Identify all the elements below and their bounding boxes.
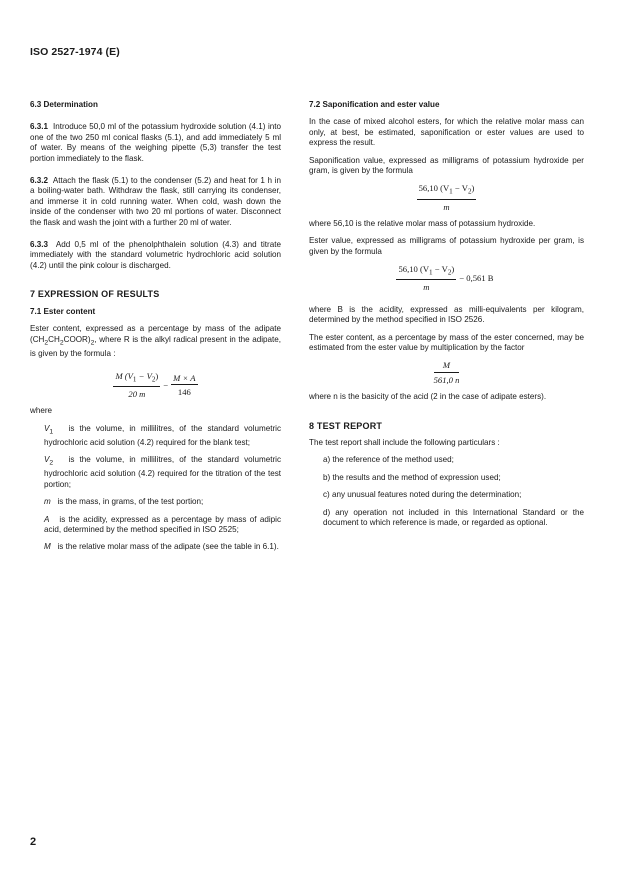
factor-formula: $\frac{M}{561,0 n}$ <box>433 360 460 385</box>
mixed-esters-paragraph: In the case of mixed alcohol esters, for which the relative molar mass can only, at best, be estimated, saponification or ester values are used to express the result. <box>309 117 584 148</box>
report-item: d) any operation not included in this International Standard or the document to which reference is made, or regarded as optional. <box>323 507 584 527</box>
section-text: Introduce 50,0 ml of the potassium hydroxide solution (4.1) into one of the two 250 ml conical flasks (5.1), and add immediately 5 ml of water. By means of the weighing pipette (5,3) transfer the test portion immediately to the flask. <box>30 122 281 163</box>
test-report-intro: The test report shall include the following particulars : <box>309 437 500 447</box>
page-number: 2 <box>30 836 37 848</box>
section-number: 6.3.3 <box>30 240 49 250</box>
right-column <box>309 100 584 528</box>
definition-a: A is the acidity, expressed as a percentage by mass of adipic acid, determined by the method specified in ISO 2525; <box>44 514 281 534</box>
ester-value-formula: $\frac{56,10 (V_1 - V_2)}{m}$ − 0,561 B <box>398 264 494 293</box>
section-6-3-2 <box>30 176 281 228</box>
molar-mass-note: where 56,10 is the relative molar mass of potassium hydroxide. <box>309 218 536 228</box>
section-number: 6.3.1 <box>30 122 49 132</box>
basicity-note: where n is the basicity of the acid (2 in the case of adipate esters). <box>309 392 547 402</box>
section-6-3-3 <box>30 240 281 271</box>
where-label: where <box>30 406 53 416</box>
ester-content-formula: $\frac{M (V_1 - V_2)}{20 m}$ − $\frac{M \times A}{146}$ <box>115 370 196 400</box>
report-item: a) the reference of the method used; <box>323 455 454 465</box>
section-text: Add 0,5 ml of the phenolphthalein solution (4.3) and titrate immediately with the standard volumetric hydrochloric acid solution (4.2) until the pink colour is discharged. <box>30 240 281 270</box>
definition-molar-mass: M is the relative molar mass of the adipate (see the table in 6.1). <box>44 542 279 552</box>
section-6-3-heading: 6.3 Determination <box>30 100 98 109</box>
definition-v2: $V_2$ is the volume, in millilitres, of the standard volumetric hydrochloric acid solution (4.2) required for the titration of the test portion; <box>44 455 281 489</box>
ester-value-paragraph: Ester value, expressed as milligrams of potassium hydroxide per gram, is given by the formula <box>309 236 584 256</box>
ester-content-paragraph: Ester content, expressed as a percentage by mass of the adipate $(CH_2CH_2COOR)_2$, where R is the alkyl radical present in the adipate, is given by the formula : <box>30 324 281 358</box>
definition-m: m is the mass, in grams, of the test portion; <box>44 497 204 507</box>
report-item: c) any unusual features noted during the determination; <box>323 490 522 500</box>
saponification-paragraph: Saponification value, expressed as milligrams of potassium hydroxide per gram, is given by the formula <box>309 155 584 176</box>
section-7-1-heading: 7.1 Ester content <box>30 306 96 316</box>
section-text: Attach the flask (5.1) to the condenser (5.2) and heat for 1 h in a boiling-water bath. Withdraw the flask, still carrying its condenser, and immerse it in cold running water. When cold, wash down the inside of the condenser with two 20 ml portions of water. Disconnect the flask and wash the joint with a further 20 ml of water. <box>30 176 281 227</box>
left-column <box>30 100 281 553</box>
report-item: b) the results and the method of expression used; <box>323 472 501 482</box>
section-number: 6.3.2 <box>30 176 49 186</box>
document-header: ISO 2527-1974 (E) <box>30 46 120 58</box>
section-7-heading: 7 EXPRESSION OF RESULTS <box>30 289 160 300</box>
section-7-2-heading: 7.2 Saponification and ester value <box>309 100 440 109</box>
acidity-note: where B is the acidity, expressed as milli-equivalents per kilogram, determined by the method specified in ISO 2526. <box>309 304 584 325</box>
section-8-heading: 8 TEST REPORT <box>309 420 383 431</box>
definition-v1: $V_1$ is the volume, in millilitres, of the standard volumetric hydrochloric acid solution (4.2) required for the blank test; <box>44 423 281 447</box>
section-6-3-1 <box>30 122 281 164</box>
ester-content-factor-paragraph: The ester content, as a percentage by mass of the ester concerned, may be estimated from the ester value by multiplication by the factor <box>309 332 584 352</box>
saponification-formula: $\frac{56,10 (V_1 - V_2)}{m}$ <box>418 183 475 212</box>
